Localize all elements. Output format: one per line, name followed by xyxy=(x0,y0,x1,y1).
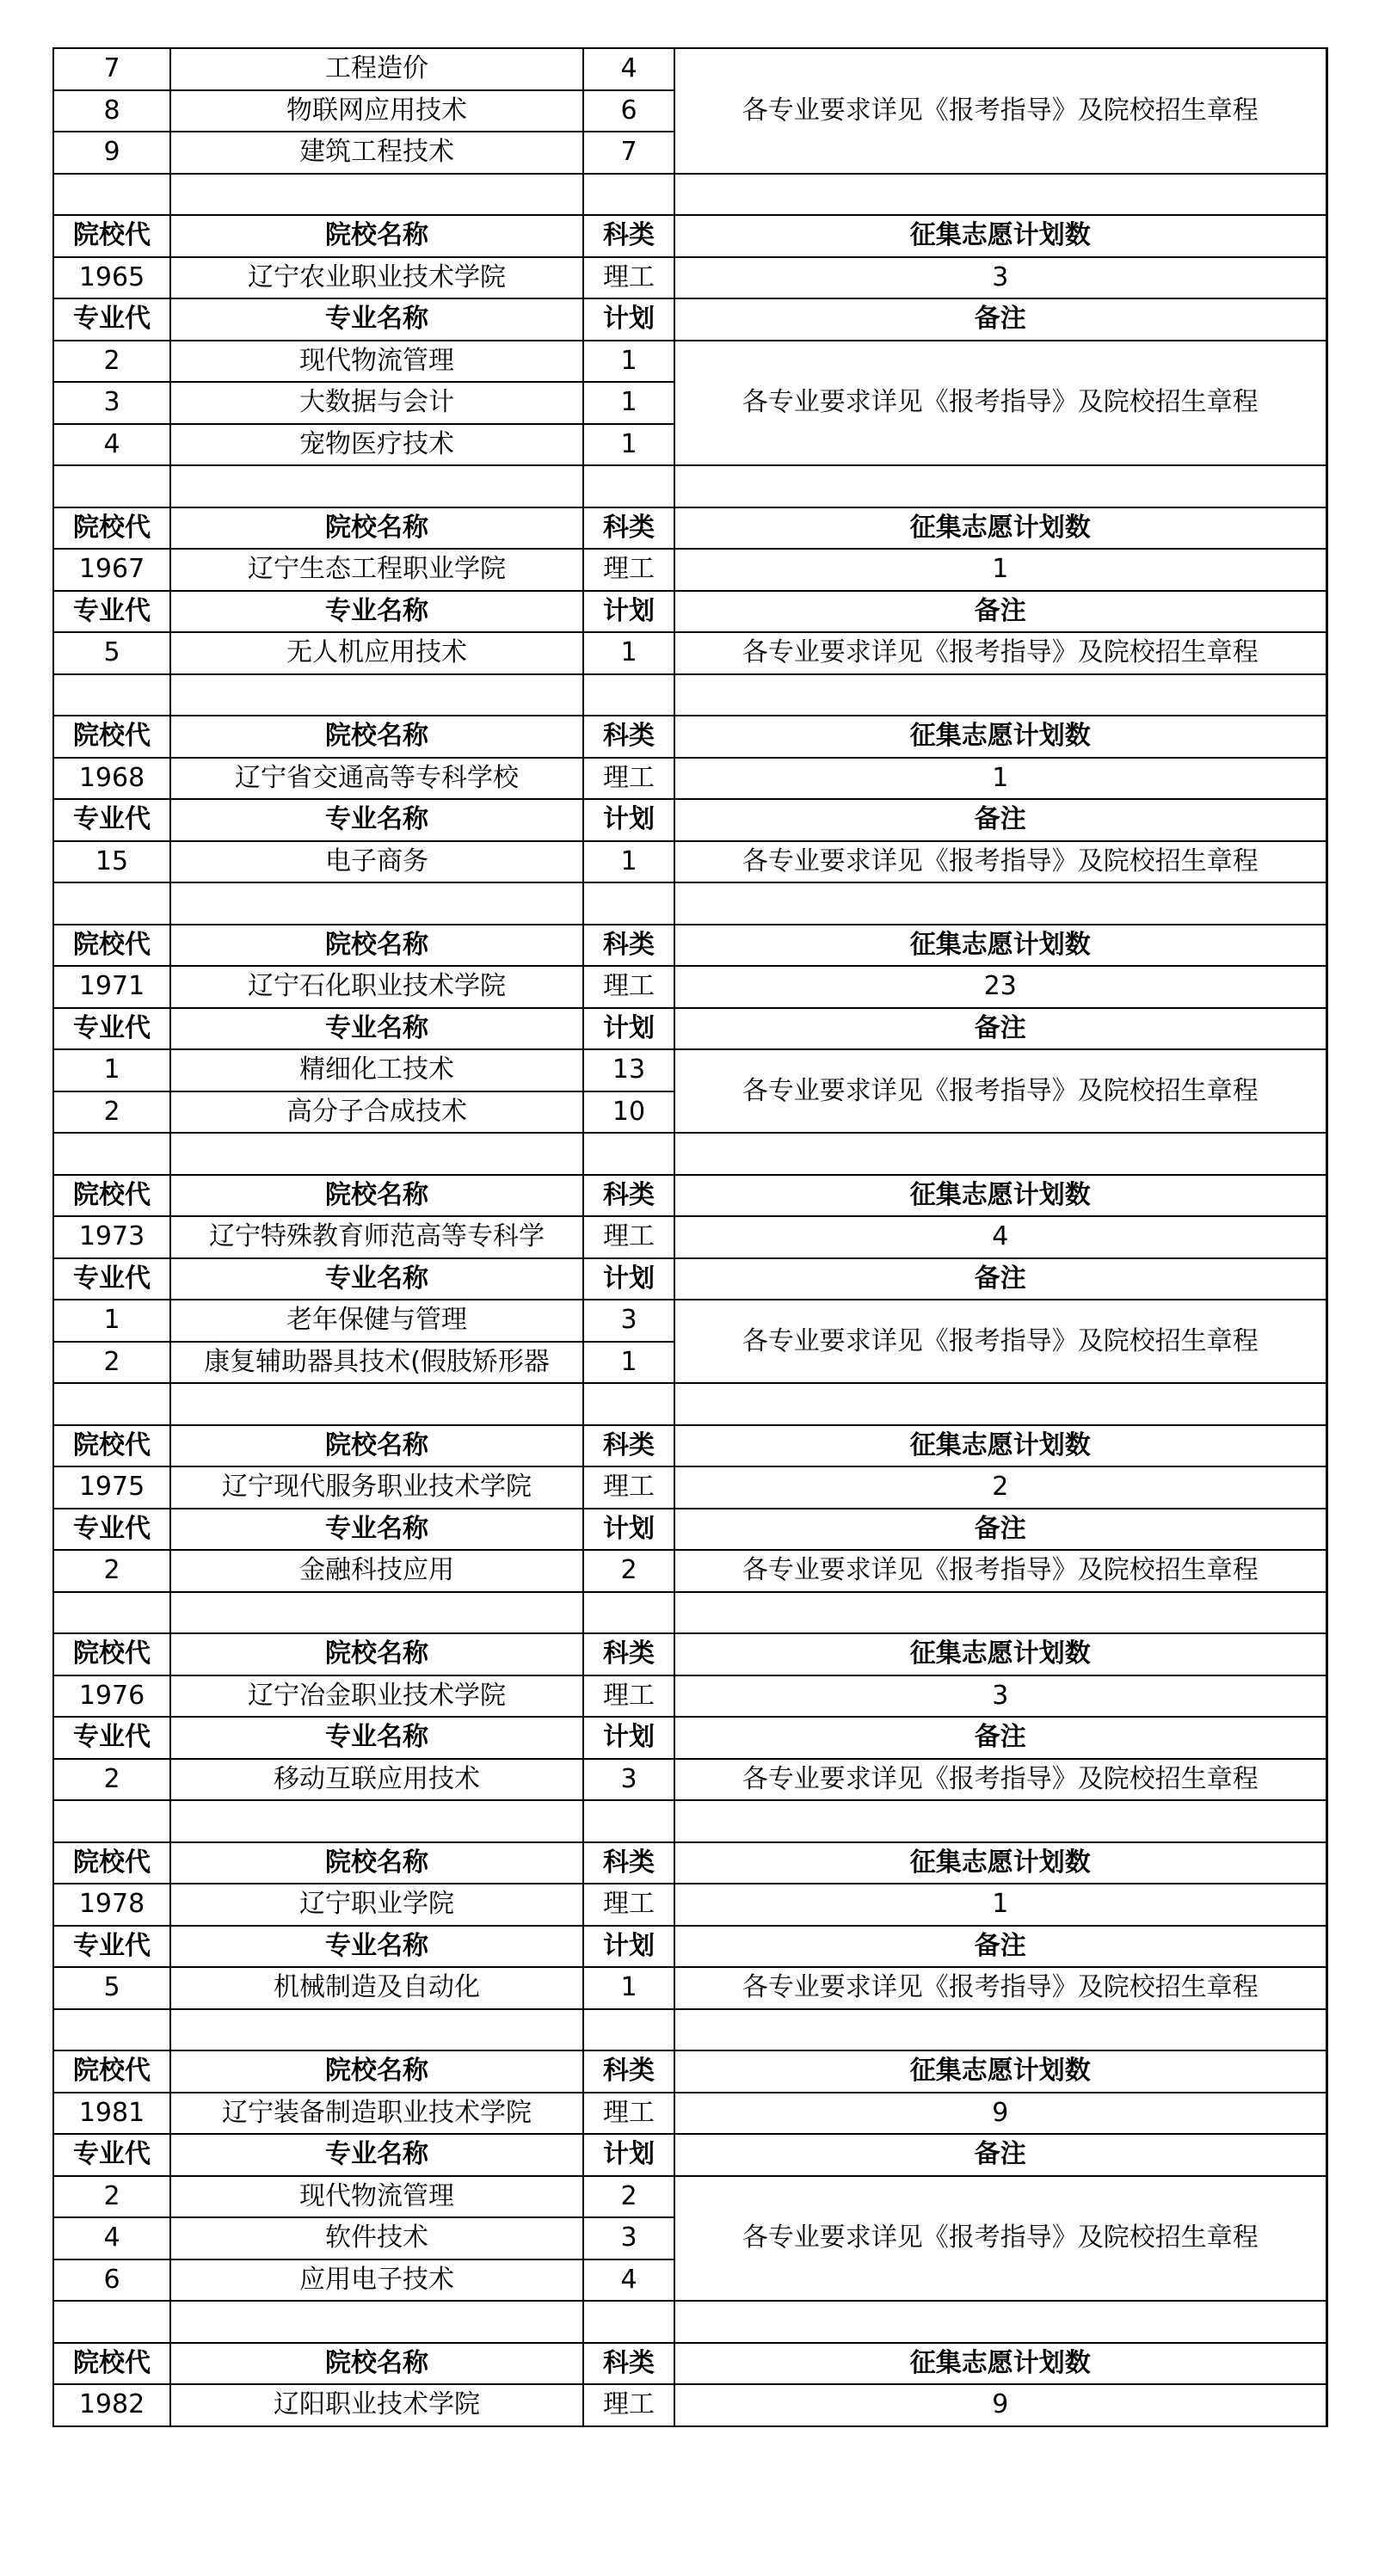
college-code-cell: 1978 xyxy=(53,1884,170,1926)
empty-cell xyxy=(170,1133,583,1175)
remark-header: 备注 xyxy=(674,591,1326,633)
major-plan-cell: 1 xyxy=(583,341,674,383)
major-plan-cell: 7 xyxy=(583,132,674,174)
college-name-cell: 辽宁省交通高等专科学校 xyxy=(170,758,583,800)
college-code-header: 院校代 xyxy=(53,1842,170,1884)
college-code-header: 院校代 xyxy=(53,716,170,758)
major-plan-cell: 3 xyxy=(583,1300,674,1342)
major-header-row xyxy=(53,298,1326,341)
major-header-row xyxy=(53,1717,1326,1759)
empty-cell xyxy=(53,465,170,507)
college-code-cell: 1971 xyxy=(53,966,170,1008)
remark-cell: 各专业要求详见《报考指导》及院校招生章程 xyxy=(674,1967,1326,2009)
major-name-header: 专业名称 xyxy=(170,1926,583,1968)
plan-header: 计划 xyxy=(583,1926,674,1968)
remark-cell: 各专业要求详见《报考指导》及院校招生章程 xyxy=(674,2176,1326,2302)
major-name-header: 专业名称 xyxy=(170,1008,583,1050)
plan-total-header: 征集志愿计划数 xyxy=(674,2050,1326,2093)
empty-cell xyxy=(170,674,583,716)
empty-cell xyxy=(674,674,1326,716)
major-code-cell: 6 xyxy=(53,2259,170,2302)
separator-row xyxy=(53,882,1326,925)
major-name-cell: 无人机应用技术 xyxy=(170,632,583,674)
remark-header: 备注 xyxy=(674,1258,1326,1300)
major-plan-cell: 1 xyxy=(583,632,674,674)
major-row xyxy=(53,1967,1326,2009)
college-name-header: 院校名称 xyxy=(170,2343,583,2385)
plan-header: 计划 xyxy=(583,298,674,341)
major-code-cell: 7 xyxy=(53,48,170,90)
college-name-header: 院校名称 xyxy=(170,1842,583,1884)
major-name-cell: 现代物流管理 xyxy=(170,2176,583,2218)
category-cell: 理工 xyxy=(583,758,674,800)
category-header: 科类 xyxy=(583,507,674,550)
major-code-cell: 3 xyxy=(53,382,170,424)
college-header-row xyxy=(53,716,1326,758)
college-row xyxy=(53,2384,1326,2426)
major-plan-cell: 1 xyxy=(583,382,674,424)
remark-cell: 各专业要求详见《报考指导》及院校招生章程 xyxy=(674,632,1326,674)
empty-cell xyxy=(53,1592,170,1634)
category-header: 科类 xyxy=(583,1842,674,1884)
college-header-row xyxy=(53,2343,1326,2385)
major-name-header: 专业名称 xyxy=(170,1509,583,1551)
major-plan-cell: 1 xyxy=(583,424,674,466)
category-cell: 理工 xyxy=(583,966,674,1008)
college-code-header: 院校代 xyxy=(53,2343,170,2385)
college-row xyxy=(53,1884,1326,1926)
empty-cell xyxy=(53,1383,170,1425)
college-row xyxy=(53,966,1326,1008)
college-header-row xyxy=(53,1842,1326,1884)
major-name-header: 专业名称 xyxy=(170,298,583,341)
major-row xyxy=(53,632,1326,674)
empty-cell xyxy=(53,2301,170,2343)
separator-row xyxy=(53,1592,1326,1634)
major-plan-cell: 3 xyxy=(583,1759,674,1801)
separator-row xyxy=(53,1800,1326,1842)
plan-total-cell: 23 xyxy=(674,966,1326,1008)
major-plan-cell: 1 xyxy=(583,1342,674,1384)
plan-header: 计划 xyxy=(583,2134,674,2176)
major-name-cell: 物联网应用技术 xyxy=(170,90,583,132)
major-row xyxy=(53,1300,1326,1342)
major-plan-cell: 10 xyxy=(583,1091,674,1134)
major-name-cell: 建筑工程技术 xyxy=(170,132,583,174)
plan-header: 计划 xyxy=(583,1258,674,1300)
college-name-cell: 辽宁特殊教育师范高等专科学 xyxy=(170,1216,583,1258)
major-name-cell: 机械制造及自动化 xyxy=(170,1967,583,2009)
remark-header: 备注 xyxy=(674,2134,1326,2176)
major-code-header: 专业代 xyxy=(53,1258,170,1300)
college-name-header: 院校名称 xyxy=(170,507,583,550)
empty-cell xyxy=(674,465,1326,507)
college-header-row xyxy=(53,925,1326,967)
college-name-cell: 辽宁装备制造职业技术学院 xyxy=(170,2093,583,2135)
plan-total-header: 征集志愿计划数 xyxy=(674,716,1326,758)
empty-cell xyxy=(583,1383,674,1425)
plan-total-cell: 9 xyxy=(674,2384,1326,2426)
admission-plan-body xyxy=(53,48,1326,2426)
plan-total-header: 征集志愿计划数 xyxy=(674,925,1326,967)
major-name-cell: 宠物医疗技术 xyxy=(170,424,583,466)
plan-header: 计划 xyxy=(583,1008,674,1050)
category-header: 科类 xyxy=(583,1175,674,1217)
college-row xyxy=(53,758,1326,800)
plan-total-cell: 3 xyxy=(674,257,1326,299)
major-row xyxy=(53,48,1326,90)
major-row xyxy=(53,841,1326,883)
major-plan-cell: 1 xyxy=(583,1967,674,2009)
college-code-cell: 1982 xyxy=(53,2384,170,2426)
empty-cell xyxy=(53,674,170,716)
college-code-header: 院校代 xyxy=(53,215,170,257)
category-cell: 理工 xyxy=(583,1216,674,1258)
major-name-header: 专业名称 xyxy=(170,1258,583,1300)
major-code-cell: 5 xyxy=(53,632,170,674)
major-name-header: 专业名称 xyxy=(170,799,583,841)
separator-row xyxy=(53,2009,1326,2051)
remark-cell: 各专业要求详见《报考指导》及院校招生章程 xyxy=(674,1300,1326,1383)
college-code-header: 院校代 xyxy=(53,1633,170,1675)
college-header-row xyxy=(53,1633,1326,1675)
empty-cell xyxy=(674,2009,1326,2051)
separator-row xyxy=(53,465,1326,507)
empty-cell xyxy=(674,2301,1326,2343)
plan-total-header: 征集志愿计划数 xyxy=(674,507,1326,550)
plan-header: 计划 xyxy=(583,1717,674,1759)
plan-total-cell: 4 xyxy=(674,1216,1326,1258)
remark-cell: 各专业要求详见《报考指导》及院校招生章程 xyxy=(674,341,1326,466)
major-plan-cell: 3 xyxy=(583,2217,674,2259)
college-name-cell: 辽阳职业技术学院 xyxy=(170,2384,583,2426)
major-code-cell: 8 xyxy=(53,90,170,132)
college-name-cell: 辽宁农业职业技术学院 xyxy=(170,257,583,299)
college-name-cell: 辽宁冶金职业技术学院 xyxy=(170,1675,583,1718)
empty-cell xyxy=(583,1800,674,1842)
plan-total-cell: 2 xyxy=(674,1466,1326,1509)
college-name-header: 院校名称 xyxy=(170,925,583,967)
empty-cell xyxy=(583,174,674,216)
major-plan-cell: 6 xyxy=(583,90,674,132)
college-code-cell: 1973 xyxy=(53,1216,170,1258)
major-code-cell: 2 xyxy=(53,1550,170,1592)
plan-total-header: 征集志愿计划数 xyxy=(674,1175,1326,1217)
major-code-cell: 1 xyxy=(53,1300,170,1342)
college-name-cell: 辽宁职业学院 xyxy=(170,1884,583,1926)
major-name-cell: 应用电子技术 xyxy=(170,2259,583,2302)
major-code-header: 专业代 xyxy=(53,1008,170,1050)
major-code-header: 专业代 xyxy=(53,799,170,841)
major-header-row xyxy=(53,1258,1326,1300)
empty-cell xyxy=(170,2301,583,2343)
empty-cell xyxy=(674,1383,1326,1425)
major-row xyxy=(53,1550,1326,1592)
category-cell: 理工 xyxy=(583,257,674,299)
major-name-header: 专业名称 xyxy=(170,591,583,633)
major-plan-cell: 13 xyxy=(583,1049,674,1091)
major-code-cell: 2 xyxy=(53,1759,170,1801)
category-cell: 理工 xyxy=(583,1675,674,1718)
major-code-cell: 2 xyxy=(53,2176,170,2218)
major-code-cell: 15 xyxy=(53,841,170,883)
major-code-cell: 4 xyxy=(53,2217,170,2259)
college-name-header: 院校名称 xyxy=(170,1175,583,1217)
empty-cell xyxy=(674,1133,1326,1175)
plan-total-header: 征集志愿计划数 xyxy=(674,1425,1326,1467)
major-code-header: 专业代 xyxy=(53,298,170,341)
plan-header: 计划 xyxy=(583,591,674,633)
major-row xyxy=(53,1759,1326,1801)
college-row xyxy=(53,2093,1326,2135)
plan-total-header: 征集志愿计划数 xyxy=(674,215,1326,257)
college-header-row xyxy=(53,507,1326,550)
empty-cell xyxy=(583,465,674,507)
major-code-cell: 4 xyxy=(53,424,170,466)
college-name-cell: 辽宁现代服务职业技术学院 xyxy=(170,1466,583,1509)
major-row xyxy=(53,2176,1326,2218)
major-header-row xyxy=(53,1509,1326,1551)
empty-cell xyxy=(674,174,1326,216)
college-header-row xyxy=(53,2050,1326,2093)
college-code-header: 院校代 xyxy=(53,1175,170,1217)
major-name-header: 专业名称 xyxy=(170,2134,583,2176)
college-code-header: 院校代 xyxy=(53,507,170,550)
category-header: 科类 xyxy=(583,716,674,758)
college-code-cell: 1976 xyxy=(53,1675,170,1718)
major-row xyxy=(53,1049,1326,1091)
major-plan-cell: 4 xyxy=(583,2259,674,2302)
major-code-header: 专业代 xyxy=(53,1926,170,1968)
major-name-cell: 工程造价 xyxy=(170,48,583,90)
plan-total-header: 征集志愿计划数 xyxy=(674,2343,1326,2385)
major-name-cell: 电子商务 xyxy=(170,841,583,883)
major-header-row xyxy=(53,799,1326,841)
category-header: 科类 xyxy=(583,1425,674,1467)
separator-row xyxy=(53,1133,1326,1175)
remark-cell: 各专业要求详见《报考指导》及院校招生章程 xyxy=(674,1550,1326,1592)
empty-cell xyxy=(170,1592,583,1634)
separator-row xyxy=(53,674,1326,716)
category-cell: 理工 xyxy=(583,2093,674,2135)
empty-cell xyxy=(170,465,583,507)
major-code-cell: 2 xyxy=(53,1342,170,1384)
college-code-header: 院校代 xyxy=(53,925,170,967)
category-header: 科类 xyxy=(583,2343,674,2385)
college-code-cell: 1968 xyxy=(53,758,170,800)
empty-cell xyxy=(583,1133,674,1175)
college-row xyxy=(53,1216,1326,1258)
plan-header: 计划 xyxy=(583,799,674,841)
separator-row xyxy=(53,174,1326,216)
category-cell: 理工 xyxy=(583,2384,674,2426)
college-row xyxy=(53,257,1326,299)
admission-plan-table xyxy=(52,47,1328,2427)
major-name-cell: 现代物流管理 xyxy=(170,341,583,383)
category-header: 科类 xyxy=(583,1633,674,1675)
empty-cell xyxy=(674,1592,1326,1634)
major-code-cell: 5 xyxy=(53,1967,170,2009)
empty-cell xyxy=(53,1800,170,1842)
plan-total-header: 征集志愿计划数 xyxy=(674,1842,1326,1884)
empty-cell xyxy=(53,2009,170,2051)
remark-header: 备注 xyxy=(674,1926,1326,1968)
college-row xyxy=(53,1466,1326,1509)
college-name-header: 院校名称 xyxy=(170,1425,583,1467)
empty-cell xyxy=(674,1800,1326,1842)
separator-row xyxy=(53,2301,1326,2343)
major-name-cell: 老年保健与管理 xyxy=(170,1300,583,1342)
major-name-cell: 高分子合成技术 xyxy=(170,1091,583,1134)
remark-header: 备注 xyxy=(674,1008,1326,1050)
major-header-row xyxy=(53,2134,1326,2176)
college-header-row xyxy=(53,1425,1326,1467)
remark-header: 备注 xyxy=(674,1717,1326,1759)
major-code-cell: 2 xyxy=(53,1091,170,1134)
college-header-row xyxy=(53,215,1326,257)
college-name-header: 院校名称 xyxy=(170,716,583,758)
empty-cell xyxy=(53,882,170,925)
empty-cell xyxy=(583,2009,674,2051)
category-header: 科类 xyxy=(583,925,674,967)
major-name-cell: 软件技术 xyxy=(170,2217,583,2259)
major-header-row xyxy=(53,1926,1326,1968)
empty-cell xyxy=(674,882,1326,925)
empty-cell xyxy=(170,1800,583,1842)
plan-total-cell: 1 xyxy=(674,549,1326,591)
major-name-cell: 大数据与会计 xyxy=(170,382,583,424)
plan-total-cell: 9 xyxy=(674,2093,1326,2135)
major-name-cell: 移动互联应用技术 xyxy=(170,1759,583,1801)
college-code-cell: 1981 xyxy=(53,2093,170,2135)
empty-cell xyxy=(170,1383,583,1425)
category-cell: 理工 xyxy=(583,1884,674,1926)
plan-total-header: 征集志愿计划数 xyxy=(674,1633,1326,1675)
college-name-header: 院校名称 xyxy=(170,215,583,257)
major-row xyxy=(53,341,1326,383)
empty-cell xyxy=(583,1592,674,1634)
major-code-cell: 9 xyxy=(53,132,170,174)
college-header-row xyxy=(53,1175,1326,1217)
college-code-header: 院校代 xyxy=(53,2050,170,2093)
college-code-cell: 1965 xyxy=(53,257,170,299)
category-cell: 理工 xyxy=(583,549,674,591)
college-code-header: 院校代 xyxy=(53,1425,170,1467)
remark-cell: 各专业要求详见《报考指导》及院校招生章程 xyxy=(674,1759,1326,1801)
empty-cell xyxy=(170,882,583,925)
major-plan-cell: 4 xyxy=(583,48,674,90)
remark-cell: 各专业要求详见《报考指导》及院校招生章程 xyxy=(674,841,1326,883)
plan-total-cell: 3 xyxy=(674,1675,1326,1718)
empty-cell xyxy=(583,2301,674,2343)
college-row xyxy=(53,1675,1326,1718)
plan-header: 计划 xyxy=(583,1509,674,1551)
major-code-header: 专业代 xyxy=(53,2134,170,2176)
category-header: 科类 xyxy=(583,215,674,257)
empty-cell xyxy=(170,2009,583,2051)
category-header: 科类 xyxy=(583,2050,674,2093)
major-name-cell: 康复辅助器具技术(假肢矫形器 xyxy=(170,1342,583,1384)
empty-cell xyxy=(583,882,674,925)
major-plan-cell: 2 xyxy=(583,2176,674,2218)
major-name-cell: 精细化工技术 xyxy=(170,1049,583,1091)
empty-cell xyxy=(53,174,170,216)
empty-cell xyxy=(170,174,583,216)
remark-cell: 各专业要求详见《报考指导》及院校招生章程 xyxy=(674,1049,1326,1133)
college-name-header: 院校名称 xyxy=(170,2050,583,2093)
major-name-header: 专业名称 xyxy=(170,1717,583,1759)
college-name-cell: 辽宁生态工程职业学院 xyxy=(170,549,583,591)
remark-cell: 各专业要求详见《报考指导》及院校招生章程 xyxy=(674,48,1326,174)
major-code-header: 专业代 xyxy=(53,591,170,633)
college-row xyxy=(53,549,1326,591)
category-cell: 理工 xyxy=(583,1466,674,1509)
major-plan-cell: 2 xyxy=(583,1550,674,1592)
remark-header: 备注 xyxy=(674,1509,1326,1551)
plan-total-cell: 1 xyxy=(674,758,1326,800)
college-code-cell: 1975 xyxy=(53,1466,170,1509)
major-code-cell: 1 xyxy=(53,1049,170,1091)
major-code-header: 专业代 xyxy=(53,1717,170,1759)
major-header-row xyxy=(53,1008,1326,1050)
major-plan-cell: 1 xyxy=(583,841,674,883)
college-name-header: 院校名称 xyxy=(170,1633,583,1675)
empty-cell xyxy=(583,674,674,716)
empty-cell xyxy=(53,1133,170,1175)
separator-row xyxy=(53,1383,1326,1425)
major-code-header: 专业代 xyxy=(53,1509,170,1551)
college-code-cell: 1967 xyxy=(53,549,170,591)
college-name-cell: 辽宁石化职业技术学院 xyxy=(170,966,583,1008)
remark-header: 备注 xyxy=(674,298,1326,341)
major-code-cell: 2 xyxy=(53,341,170,383)
major-name-cell: 金融科技应用 xyxy=(170,1550,583,1592)
plan-total-cell: 1 xyxy=(674,1884,1326,1926)
remark-header: 备注 xyxy=(674,799,1326,841)
major-header-row xyxy=(53,591,1326,633)
